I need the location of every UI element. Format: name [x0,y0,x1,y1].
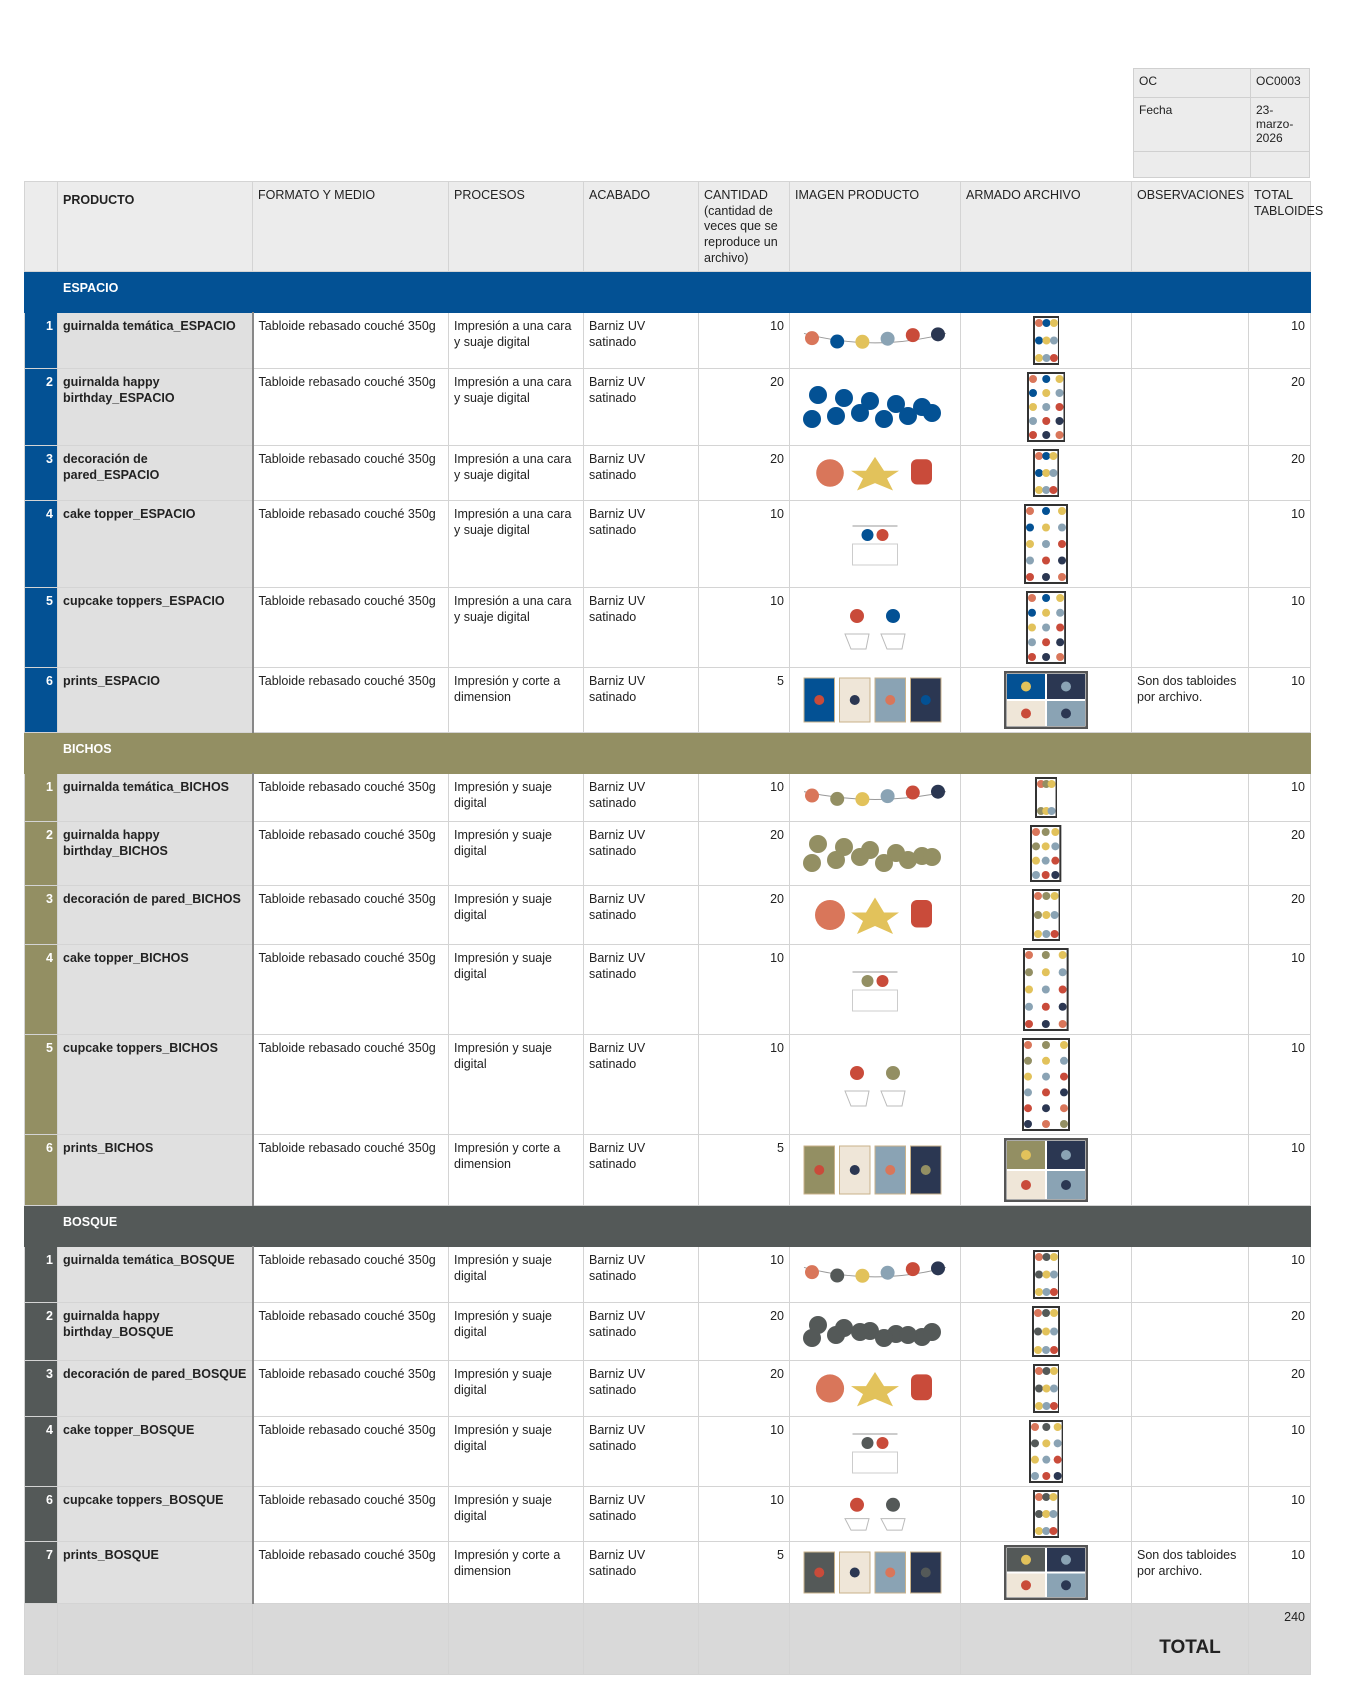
finish-cell: Barniz UV satinado [584,1035,699,1135]
finish-cell: Barniz UV satinado [584,313,699,369]
row-number: 4 [25,1417,58,1487]
row-number: 1 [25,774,58,822]
total-blank-cell [58,1604,253,1675]
observations-cell [1132,1417,1249,1487]
oc-label: OC [1134,69,1251,98]
observations-cell [1132,774,1249,822]
finish-cell: Barniz UV satinado [584,1247,699,1303]
total-label: TOTAL [1132,1604,1249,1675]
row-number: 4 [25,945,58,1035]
quantity-cell: 5 [699,1542,790,1604]
section-title: BOSQUE [58,1206,253,1247]
total-cell: 10 [1249,1542,1311,1604]
format-cell: Tabloide rebasado couché 350g [253,1303,449,1361]
table-row [25,369,1311,446]
section-blank-cell [449,1206,584,1247]
header-acabado: ACABADO [584,182,699,272]
format-cell: Tabloide rebasado couché 350g [253,1135,449,1206]
row-number: 2 [25,369,58,446]
observations-cell [1132,1135,1249,1206]
table-row [25,886,1311,945]
product-name: guirnalda happy birthday_BICHOS [58,822,253,886]
oc-value: OC0003 [1251,69,1310,98]
product-image [790,588,961,668]
table-row [25,588,1311,668]
format-cell: Tabloide rebasado couché 350g [253,774,449,822]
row-number: 5 [25,588,58,668]
quantity-cell: 20 [699,822,790,886]
file-layout-image [961,822,1132,886]
total-blank-cell [25,1604,58,1675]
row-number: 2 [25,1303,58,1361]
process-cell: Impresión y suaje digital [449,1035,584,1135]
format-cell: Tabloide rebasado couché 350g [253,668,449,733]
section-blank-cell [790,272,961,313]
process-cell: Impresión a una cara y suaje digital [449,313,584,369]
row-number: 5 [25,1035,58,1135]
file-layout-image [961,501,1132,588]
process-cell: Impresión y suaje digital [449,945,584,1035]
total-cell: 10 [1249,313,1311,369]
observations-cell [1132,1035,1249,1135]
section-blank-cell [584,1206,699,1247]
process-cell: Impresión a una cara y suaje digital [449,588,584,668]
finish-cell: Barniz UV satinado [584,501,699,588]
finish-cell: Barniz UV satinado [584,668,699,733]
product-image [790,1487,961,1542]
process-cell: Impresión y corte a dimension [449,1135,584,1206]
section-blank-cell [1249,272,1311,313]
section-num [25,272,58,313]
section-blank-cell [253,272,449,313]
format-cell: Tabloide rebasado couché 350g [253,1417,449,1487]
product-name: guirnalda happy birthday_BOSQUE [58,1303,253,1361]
total-cell: 10 [1249,1247,1311,1303]
table-row [25,1135,1311,1206]
total-blank-cell [449,1604,584,1675]
product-image [790,1542,961,1604]
file-layout-image [961,668,1132,733]
format-cell: Tabloide rebasado couché 350g [253,501,449,588]
fecha-label: Fecha [1134,98,1251,152]
total-blank-cell [584,1604,699,1675]
observations-cell [1132,369,1249,446]
observations-cell [1132,1361,1249,1417]
total-cell: 10 [1249,1417,1311,1487]
file-layout-image [961,1135,1132,1206]
product-name: cake topper_ESPACIO [58,501,253,588]
section-row-bosque [25,1206,1311,1247]
product-name: guirnalda temática_BOSQUE [58,1247,253,1303]
process-cell: Impresión y suaje digital [449,1487,584,1542]
file-layout-image [961,774,1132,822]
total-cell: 20 [1249,1361,1311,1417]
table-row [25,822,1311,886]
total-cell: 20 [1249,822,1311,886]
process-cell: Impresión y suaje digital [449,1247,584,1303]
header-total: TOTAL TABLOIDES [1249,182,1311,272]
observations-cell: Son dos tabloides por archivo. [1132,1542,1249,1604]
format-cell: Tabloide rebasado couché 350g [253,886,449,945]
format-cell: Tabloide rebasado couché 350g [253,313,449,369]
section-blank-cell [253,1206,449,1247]
table-row [25,313,1311,369]
header-producto: PRODUCTO [58,182,253,272]
product-name: cake topper_BOSQUE [58,1417,253,1487]
total-value: 240 [1249,1604,1311,1675]
product-image [790,501,961,588]
section-num [25,1206,58,1247]
section-blank-cell [584,733,699,774]
order-info-box [1133,68,1310,178]
quantity-cell: 10 [699,313,790,369]
section-title: BICHOS [58,733,253,774]
observations-cell [1132,1247,1249,1303]
product-image [790,369,961,446]
quantity-cell: 10 [699,1247,790,1303]
total-blank-cell [253,1604,449,1675]
product-name: prints_BICHOS [58,1135,253,1206]
total-cell: 10 [1249,1035,1311,1135]
observations-cell [1132,1303,1249,1361]
quantity-cell: 10 [699,945,790,1035]
file-layout-image [961,945,1132,1035]
table-row [25,501,1311,588]
quantity-cell: 10 [699,1417,790,1487]
total-row [25,1604,1311,1675]
section-blank-cell [1132,272,1249,313]
file-layout-image [961,446,1132,501]
quantity-cell: 10 [699,1487,790,1542]
total-cell: 10 [1249,945,1311,1035]
total-cell: 20 [1249,446,1311,501]
header-num [25,182,58,272]
process-cell: Impresión y corte a dimension [449,1542,584,1604]
production-sheet-table [24,181,1324,1675]
product-image [790,1247,961,1303]
section-blank-cell [253,733,449,774]
row-number: 3 [25,886,58,945]
product-image [790,1303,961,1361]
section-blank-cell [790,733,961,774]
file-layout-image [961,1361,1132,1417]
section-blank-cell [699,272,790,313]
format-cell: Tabloide rebasado couché 350g [253,446,449,501]
total-cell: 20 [1249,1303,1311,1361]
table-row [25,446,1311,501]
product-name: prints_ESPACIO [58,668,253,733]
section-blank-cell [790,1206,961,1247]
quantity-cell: 10 [699,501,790,588]
table-row [25,1417,1311,1487]
format-cell: Tabloide rebasado couché 350g [253,1247,449,1303]
total-blank-cell [699,1604,790,1675]
blank-cell [1251,152,1310,178]
row-number: 1 [25,313,58,369]
product-name: cupcake toppers_ESPACIO [58,588,253,668]
quantity-cell: 20 [699,1303,790,1361]
process-cell: Impresión y suaje digital [449,822,584,886]
format-cell: Tabloide rebasado couché 350g [253,1035,449,1135]
section-blank-cell [1249,733,1311,774]
section-blank-cell [449,733,584,774]
observations-cell [1132,1487,1249,1542]
product-name: decoración de pared_ESPACIO [58,446,253,501]
format-cell: Tabloide rebasado couché 350g [253,1542,449,1604]
product-image [790,446,961,501]
process-cell: Impresión y suaje digital [449,1303,584,1361]
header-imagen: IMAGEN PRODUCTO [790,182,961,272]
product-name: decoración de pared_BICHOS [58,886,253,945]
product-image [790,945,961,1035]
total-blank-cell [790,1604,961,1675]
process-cell: Impresión a una cara y suaje digital [449,446,584,501]
row-number: 4 [25,501,58,588]
product-name: cupcake toppers_BOSQUE [58,1487,253,1542]
quantity-cell: 20 [699,446,790,501]
product-image [790,668,961,733]
total-cell: 10 [1249,588,1311,668]
section-blank-cell [961,272,1132,313]
total-cell: 10 [1249,1135,1311,1206]
process-cell: Impresión y suaje digital [449,886,584,945]
product-name: guirnalda temática_BICHOS [58,774,253,822]
observations-cell [1132,313,1249,369]
header-row [25,182,1311,272]
section-blank-cell [584,272,699,313]
section-num [25,733,58,774]
process-cell: Impresión y suaje digital [449,774,584,822]
table-row [25,945,1311,1035]
product-name: prints_BOSQUE [58,1542,253,1604]
section-row-espacio [25,272,1311,313]
finish-cell: Barniz UV satinado [584,1303,699,1361]
observations-cell [1132,446,1249,501]
file-layout-image [961,1035,1132,1135]
format-cell: Tabloide rebasado couché 350g [253,945,449,1035]
header-formato: FORMATO Y MEDIO [253,182,449,272]
file-layout-image [961,886,1132,945]
table-row [25,1487,1311,1542]
format-cell: Tabloide rebasado couché 350g [253,1361,449,1417]
section-row-bichos [25,733,1311,774]
finish-cell: Barniz UV satinado [584,1487,699,1542]
table-row [25,1247,1311,1303]
section-blank-cell [961,733,1132,774]
table-row [25,668,1311,733]
table-row [25,774,1311,822]
process-cell: Impresión y suaje digital [449,1361,584,1417]
total-cell: 10 [1249,668,1311,733]
observations-cell: Son dos tabloides por archivo. [1132,668,1249,733]
row-number: 1 [25,1247,58,1303]
section-blank-cell [449,272,584,313]
table-row [25,1035,1311,1135]
quantity-cell: 10 [699,774,790,822]
finish-cell: Barniz UV satinado [584,822,699,886]
product-image [790,1135,961,1206]
section-blank-cell [1132,1206,1249,1247]
process-cell: Impresión a una cara y suaje digital [449,501,584,588]
product-name: cupcake toppers_BICHOS [58,1035,253,1135]
product-name: guirnalda happy birthday_ESPACIO [58,369,253,446]
total-cell: 20 [1249,886,1311,945]
format-cell: Tabloide rebasado couché 350g [253,588,449,668]
section-title: ESPACIO [58,272,253,313]
fecha-value: 23-marzo-2026 [1251,98,1310,152]
quantity-cell: 20 [699,1361,790,1417]
section-blank-cell [699,733,790,774]
quantity-cell: 10 [699,1035,790,1135]
product-image [790,1035,961,1135]
header-armado: ARMADO ARCHIVO [961,182,1132,272]
quantity-cell: 5 [699,1135,790,1206]
table-row [25,1361,1311,1417]
quantity-cell: 10 [699,588,790,668]
blank-cell [1134,152,1251,178]
quantity-cell: 20 [699,886,790,945]
finish-cell: Barniz UV satinado [584,369,699,446]
product-name: cake topper_BICHOS [58,945,253,1035]
total-cell: 20 [1249,369,1311,446]
file-layout-image [961,1487,1132,1542]
total-cell: 10 [1249,501,1311,588]
file-layout-image [961,369,1132,446]
quantity-cell: 20 [699,369,790,446]
finish-cell: Barniz UV satinado [584,446,699,501]
total-cell: 10 [1249,774,1311,822]
header-cantidad: CANTIDAD (cantidad de veces que se reproduce un archivo) [699,182,790,272]
format-cell: Tabloide rebasado couché 350g [253,822,449,886]
file-layout-image [961,1542,1132,1604]
row-number: 3 [25,446,58,501]
finish-cell: Barniz UV satinado [584,1542,699,1604]
section-blank-cell [961,1206,1132,1247]
total-blank-cell [961,1604,1132,1675]
observations-cell [1132,501,1249,588]
product-image [790,886,961,945]
product-name: guirnalda temática_ESPACIO [58,313,253,369]
file-layout-image [961,588,1132,668]
product-image [790,774,961,822]
row-number: 3 [25,1361,58,1417]
product-image [790,313,961,369]
product-image [790,1417,961,1487]
product-name: decoración de pared_BOSQUE [58,1361,253,1417]
format-cell: Tabloide rebasado couché 350g [253,369,449,446]
format-cell: Tabloide rebasado couché 350g [253,1487,449,1542]
finish-cell: Barniz UV satinado [584,1417,699,1487]
file-layout-image [961,1417,1132,1487]
table-row [25,1303,1311,1361]
process-cell: Impresión y corte a dimension [449,668,584,733]
finish-cell: Barniz UV satinado [584,886,699,945]
file-layout-image [961,313,1132,369]
observations-cell [1132,822,1249,886]
observations-cell [1132,945,1249,1035]
file-layout-image [961,1303,1132,1361]
finish-cell: Barniz UV satinado [584,1361,699,1417]
header-procesos: PROCESOS [449,182,584,272]
table-row [25,1542,1311,1604]
product-image [790,1361,961,1417]
header-observaciones: OBSERVACIONES [1132,182,1249,272]
total-cell: 10 [1249,1487,1311,1542]
finish-cell: Barniz UV satinado [584,1135,699,1206]
finish-cell: Barniz UV satinado [584,945,699,1035]
quantity-cell: 5 [699,668,790,733]
section-blank-cell [1249,1206,1311,1247]
finish-cell: Barniz UV satinado [584,774,699,822]
row-number: 6 [25,668,58,733]
row-number: 6 [25,1487,58,1542]
row-number: 6 [25,1135,58,1206]
observations-cell [1132,588,1249,668]
product-image [790,822,961,886]
section-blank-cell [699,1206,790,1247]
section-blank-cell [1132,733,1249,774]
finish-cell: Barniz UV satinado [584,588,699,668]
file-layout-image [961,1247,1132,1303]
process-cell: Impresión y suaje digital [449,1417,584,1487]
observations-cell [1132,886,1249,945]
process-cell: Impresión a una cara y suaje digital [449,369,584,446]
row-number: 7 [25,1542,58,1604]
row-number: 2 [25,822,58,886]
